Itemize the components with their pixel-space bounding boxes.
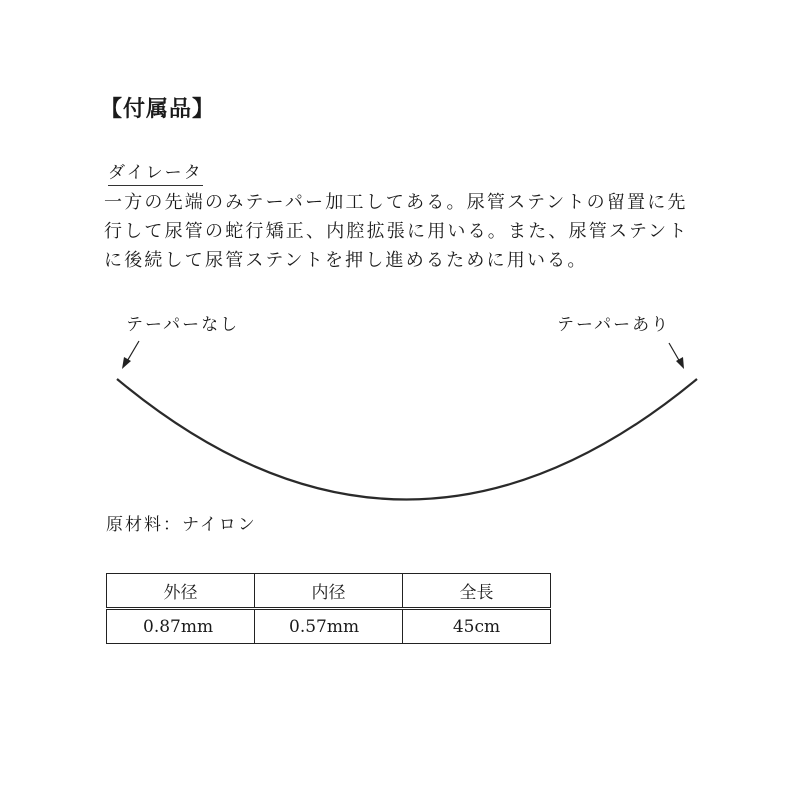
material-text: 原材料：ナイロン	[106, 515, 257, 535]
arrow-left-icon	[122, 341, 139, 369]
label-no-taper: テーパーなし	[126, 315, 240, 335]
description-line: 行して尿管の蛇行矯正、内腔拡張に用いる。また、尿管ステント	[104, 221, 689, 242]
dilator-title: ダイレータ	[108, 158, 203, 186]
spec-header-row	[107, 574, 551, 609]
description-line: に後続して尿管ステントを押し進めるために用いる。	[104, 250, 588, 271]
header-inner-diameter: 内径	[255, 574, 403, 609]
header-outer-diameter: 外径	[107, 574, 255, 609]
label-taper: テーパーあり	[557, 315, 671, 335]
dilator-curve	[117, 379, 697, 500]
value-inner-diameter: 0.57mm	[255, 609, 403, 644]
header-total-length: 全長	[403, 574, 551, 609]
value-total-length: 45cm	[403, 609, 551, 644]
description-line: 一方の先端のみテーパー加工してある。尿管ステントの留置に先	[104, 192, 688, 213]
spec-table	[106, 573, 551, 644]
arrow-right-icon	[669, 343, 684, 369]
section-heading: 【付属品】	[100, 97, 216, 122]
spec-value-row	[107, 609, 551, 644]
value-outer-diameter: 0.87mm	[107, 609, 255, 644]
